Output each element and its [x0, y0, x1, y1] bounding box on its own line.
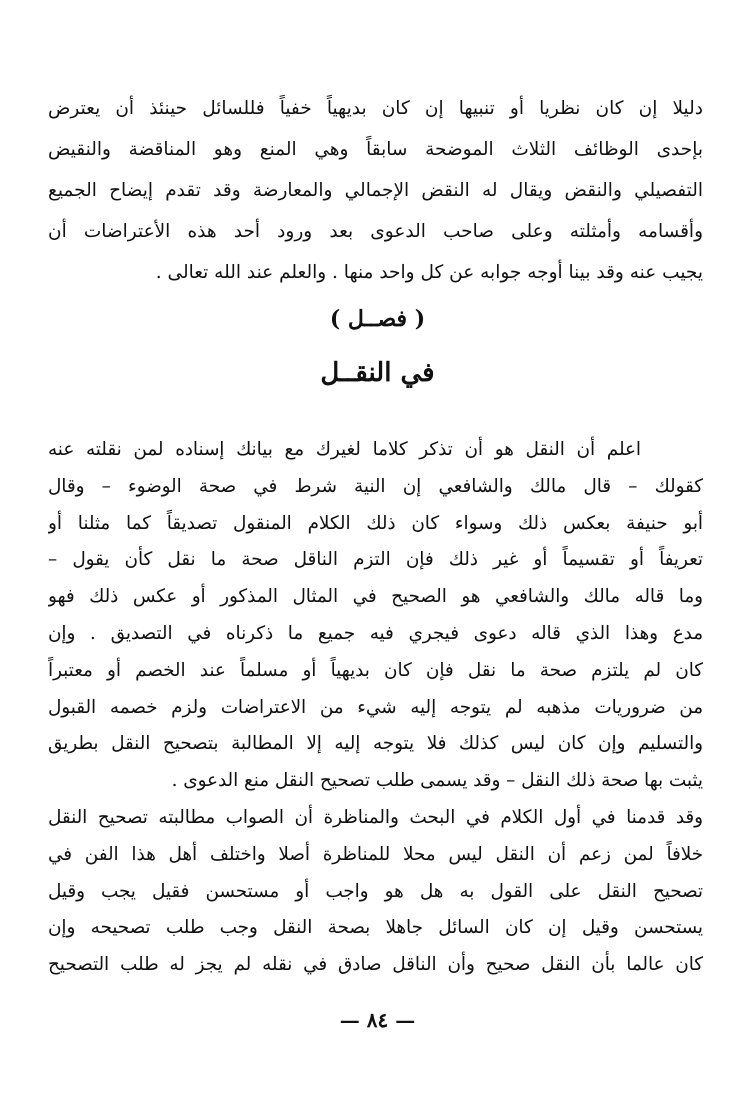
text-line: كقولك – قال مالك والشافعي إن النية شرط في صحة الوضوء – وقال	[48, 475, 703, 497]
text-line: اعلم أن النقل هو أن تذكر كلاما لغيرك مع بيانك إسناده لمن نقلته عنه	[48, 439, 641, 460]
text-line: دليلا إن كان نظريا أو تنبيها إن كان بديهياً خفياً فللسائل حينئذ أن يعترض	[48, 98, 703, 119]
text-line: مدع وهذا الذي قاله دعوى فيجري فيه جميع ما ذكرناه في التصديق . وإن	[48, 622, 703, 644]
text-line: يجيب عنه وقد بينا أوجه جوابه عن كل واحد منها . والعلم عند الله تعالى .	[155, 262, 703, 283]
text-line: من ضروريات مذهبه لم يتوجه إليه شيء من الاعتراضات ولزم خصمه القبول	[48, 696, 703, 718]
text-line: وأقسامه وأمثلته وعلى صاحب الدعوى بعد ورود أحد هذه الأعتراضات أن	[48, 221, 703, 242]
text-line: تعريفاً أو تقسيماً أو غير ذلك فإن التزم الناقل صحة ما نقل كأن يقول –	[48, 549, 703, 571]
text-line: كان لم يلتزم صحة ما نقل فإن كان بديهياً أو مسلماً عند الخصم أو معتبراً	[48, 659, 703, 681]
section-label: ( فصــل )	[329, 306, 426, 332]
intro-paragraph	[48, 88, 703, 293]
text-line: التفصيلي والنقض ويقال له النقض الإجمالي والمعارضة وقد تقدم إيضاح الجميع	[48, 180, 703, 201]
text-line: أبو حنيفة بعكس ذلك وسواء كان ذلك الكلام المنقول تصديقاً كما مثلنا أو	[48, 512, 703, 534]
text-line: وما قاله مالك والشافعي هو الصحيح في المثال المذكور أو عكس ذلك فهو	[48, 586, 703, 608]
text-line: يثبت بها صحة ذلك النقل – وقد يسمى طلب تصحيح النقل منع الدعوى .	[171, 770, 703, 792]
text-line: تصحيح النقل على القول به هل هو واجب أو مستحسن فقيل يجب وقيل	[48, 880, 703, 902]
text-line: والتسليم وإن كان ليس كذلك فلا يتوجه إليه إلا المطالبة بتصحيح النقل بطريق	[48, 733, 703, 755]
text-line: خلافاً لمن زعم أن النقل ليس محلا للمناظرة أصلا واختلف أهل هذا الفن في	[48, 843, 703, 865]
section-title: في النقــل	[320, 358, 435, 388]
text-line: بإحدى الوظائف الثلاث الموضحة سابقاً وهي المنع وهو المناقضة والنقيض	[48, 139, 703, 160]
body-paragraph	[48, 432, 703, 984]
text-line: يستحسن وقيل إن كان السائل جاهلا بصحة النقل وجب طلب تصحيحه وإن	[48, 917, 703, 939]
page-number: — ٨٤ —	[339, 1008, 416, 1032]
text-line: وقد قدمنا في أول الكلام في البحث والمناظرة أن الصواب مطالبته تصحيح النقل	[48, 806, 703, 828]
text-line: كان عالما بأن النقل صحيح وأن الناقل صادق في نقله لم يجز له طلب التصحيح	[48, 954, 703, 976]
